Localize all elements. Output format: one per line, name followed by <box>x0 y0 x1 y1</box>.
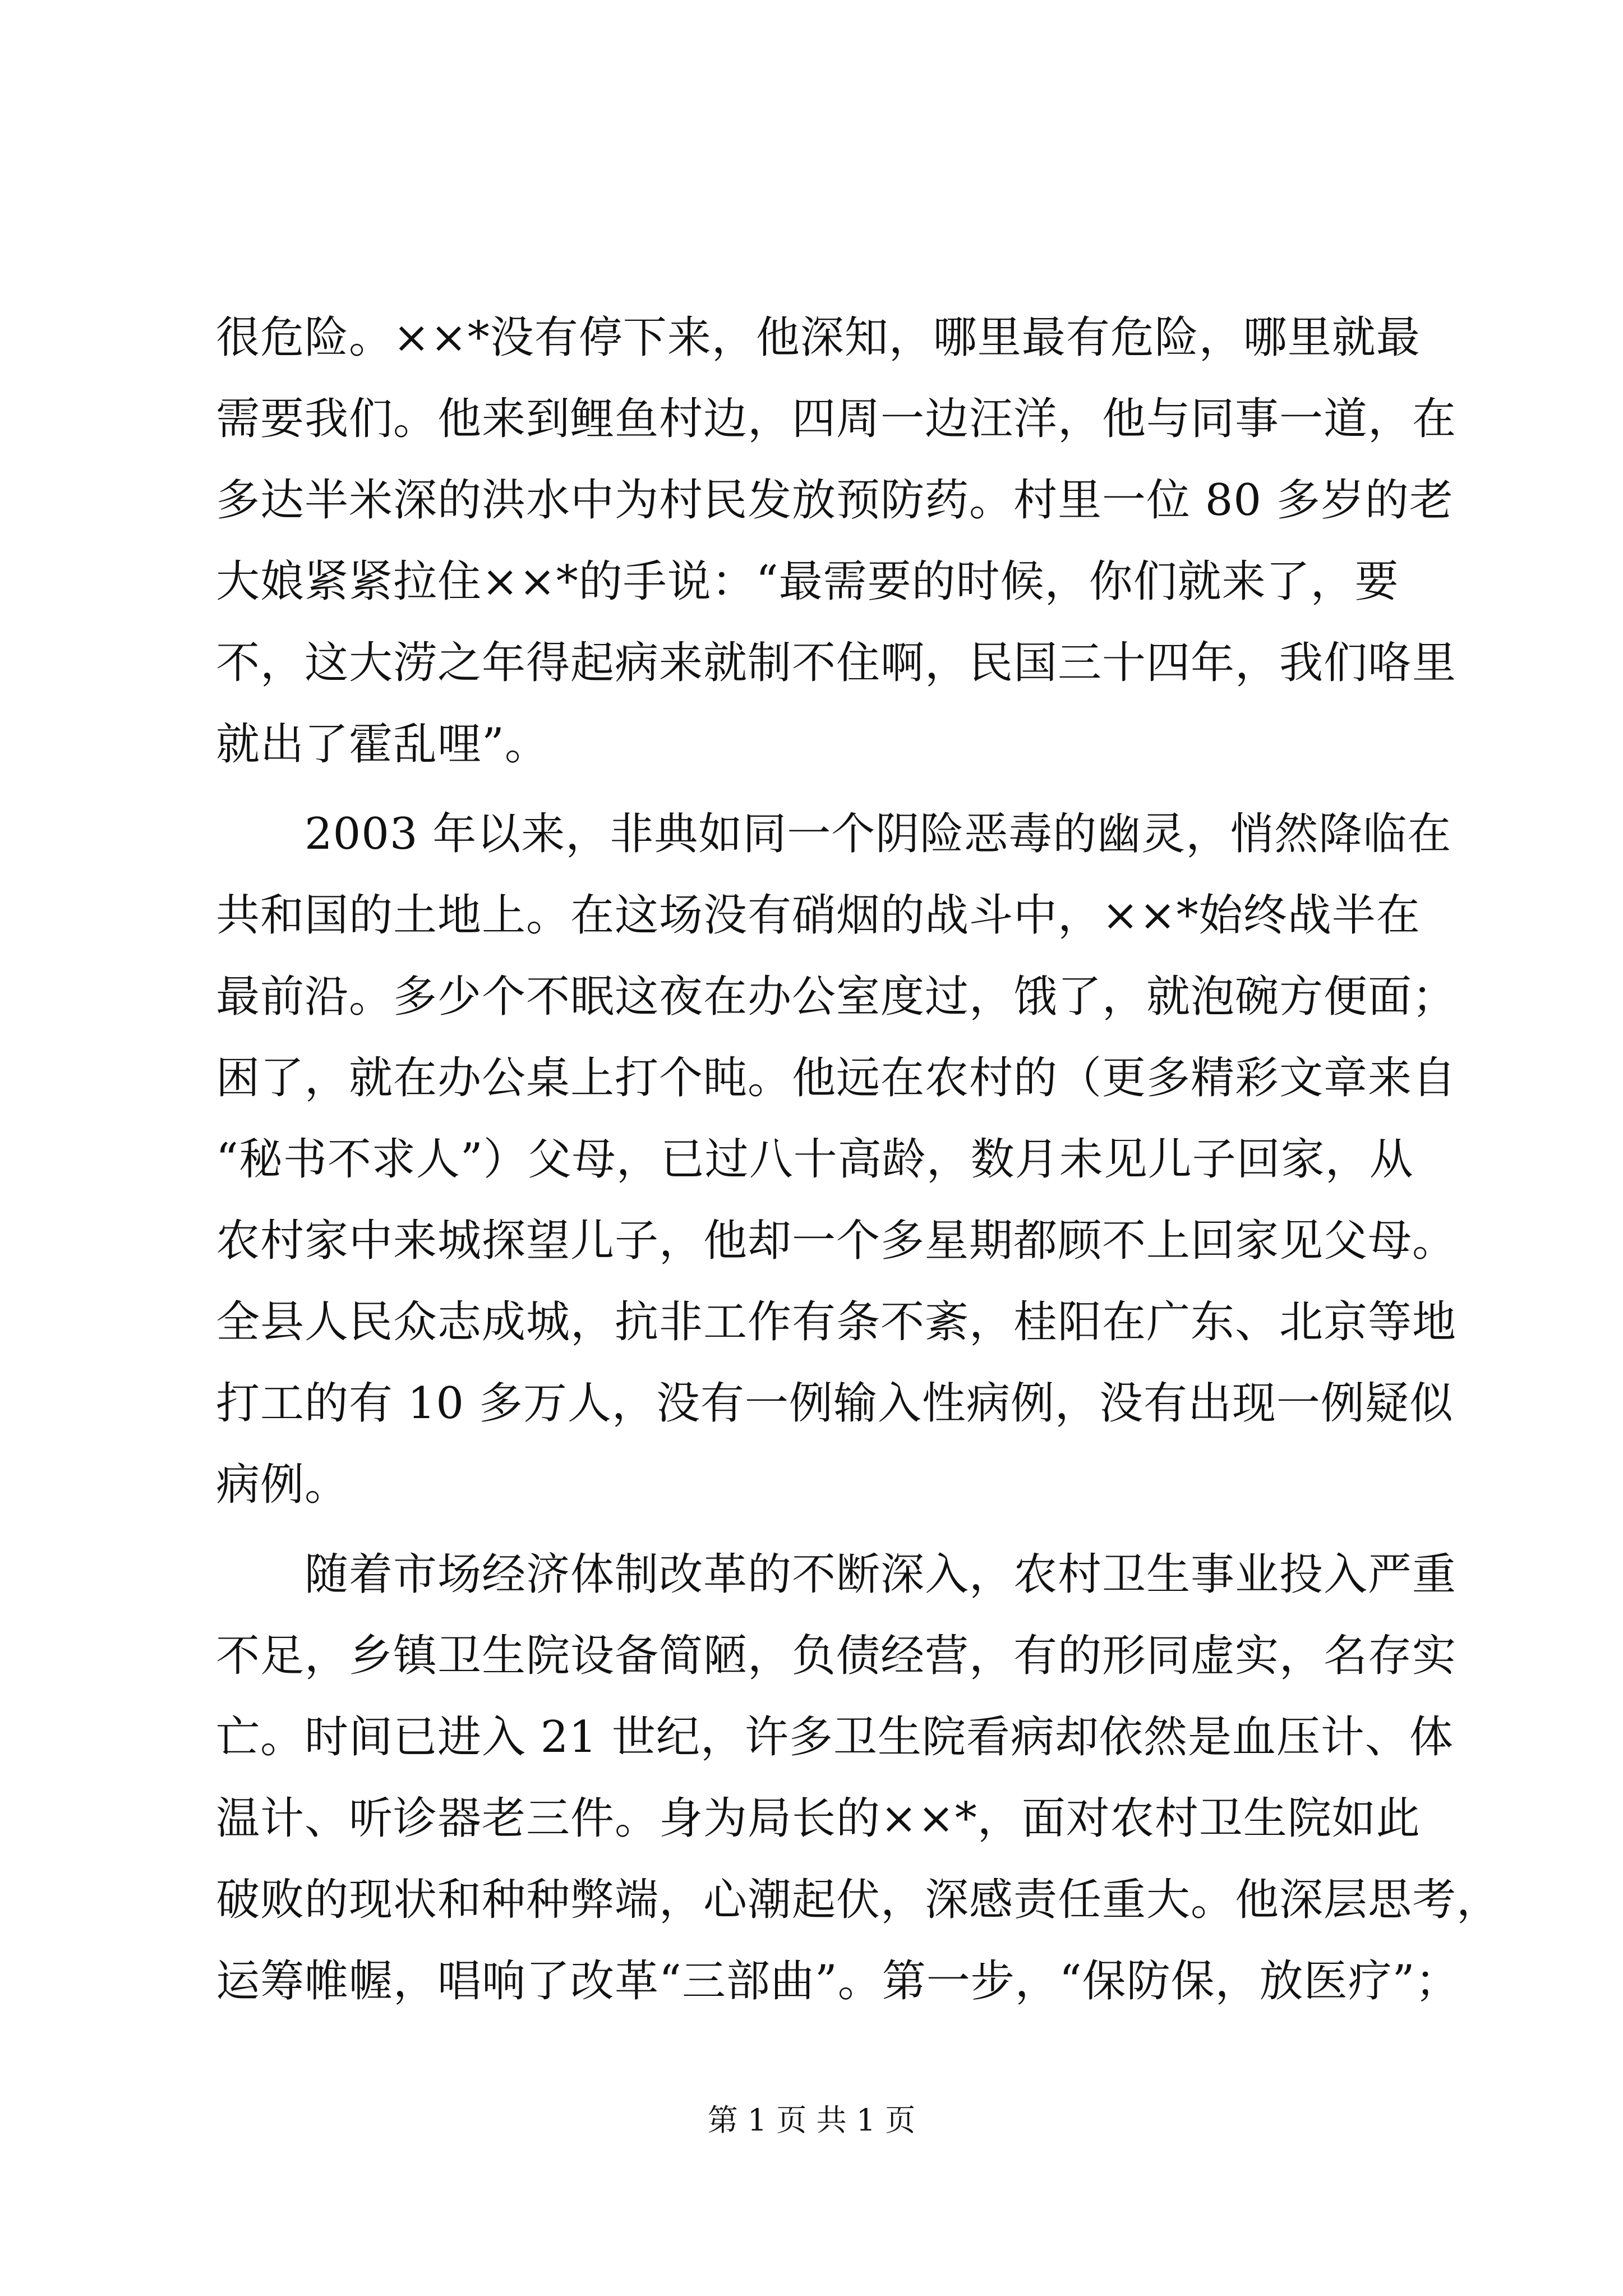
text-line: “秘书不求人”）父母，已过八十高龄，数月未见儿子回家，从 <box>216 1134 1414 1185</box>
text-line: 全县人民众志成城，抗非工作有条不紊，桂阳在广东、北京等地 <box>216 1297 1457 1347</box>
text-line: 需要我们。他来到鲤鱼村边，四周一边汪洋，他与同事一道，在 <box>216 394 1457 444</box>
paragraph-gap <box>216 785 1438 794</box>
paragraph <box>216 1534 1501 2022</box>
text-line: 病例。 <box>216 1460 349 1510</box>
text-line: 2003 年以来，非典如同一个阴险恶毒的幽灵，悄然降临在 <box>216 809 1452 859</box>
page-footer: 第 1 页 共 1 页 <box>707 2102 916 2138</box>
text-line: 随着市场经济体制改革的不断深入，农村卫生事业投入严重 <box>216 1549 1457 1600</box>
text-line: 多达半米深的洪水中为村民发放预防药。村里一位 80 多岁的老 <box>216 475 1454 526</box>
text-line: 很危险。××*没有停下来，他深知，哪里最有危险，哪里就最 <box>216 312 1421 363</box>
text-line: 不足，乡镇卫生院设备简陋，负债经营，有的形同虚实，名存实 <box>216 1631 1457 1681</box>
text-line: 不，这大涝之年得起病来就制不住啊，民国三十四年，我们咯里 <box>216 638 1457 688</box>
text-line: 温计、听诊器老三件。身为局长的××*，面对农村卫生院如此 <box>216 1793 1421 1844</box>
paragraph <box>216 794 1457 1526</box>
text-line: 大娘紧紧拉住××*的手说：“最需要的时候，你们就来了，要 <box>216 556 1399 607</box>
paragraph-gap <box>216 1526 1438 1534</box>
paragraph <box>216 297 1457 785</box>
text-line: 农村家中来城探望儿子，他却一个多星期都顾不上回家见父母。 <box>216 1216 1457 1266</box>
text-line: 困了，就在办公桌上打个盹。他远在农村的（更多精彩文章来自 <box>216 1053 1457 1103</box>
text-line: 共和国的土地上。在这场没有硝烟的战斗中，××*始终战半在 <box>216 890 1421 941</box>
text-line: 就出了霍乱哩”。 <box>216 719 549 770</box>
text-line: 运筹帷幄，唱响了改革“三部曲”。第一步，“保防保，放医疗”； <box>216 1956 1460 2007</box>
document-body <box>216 297 1501 2022</box>
text-line: 亡。时间已进入 21 世纪，许多卫生院看病却依然是血压计、体 <box>216 1712 1454 1763</box>
text-line: 最前沿。多少个不眠这夜在办公室度过，饿了，就泡碗方便面； <box>216 972 1457 1022</box>
text-line: 打工的有 10 多万人，没有一例输入性病例，没有出现一例疑似 <box>216 1378 1454 1429</box>
text-line: 破败的现状和种种弊端，心潮起伏，深感责任重大。他深层思考， <box>216 1875 1501 1925</box>
